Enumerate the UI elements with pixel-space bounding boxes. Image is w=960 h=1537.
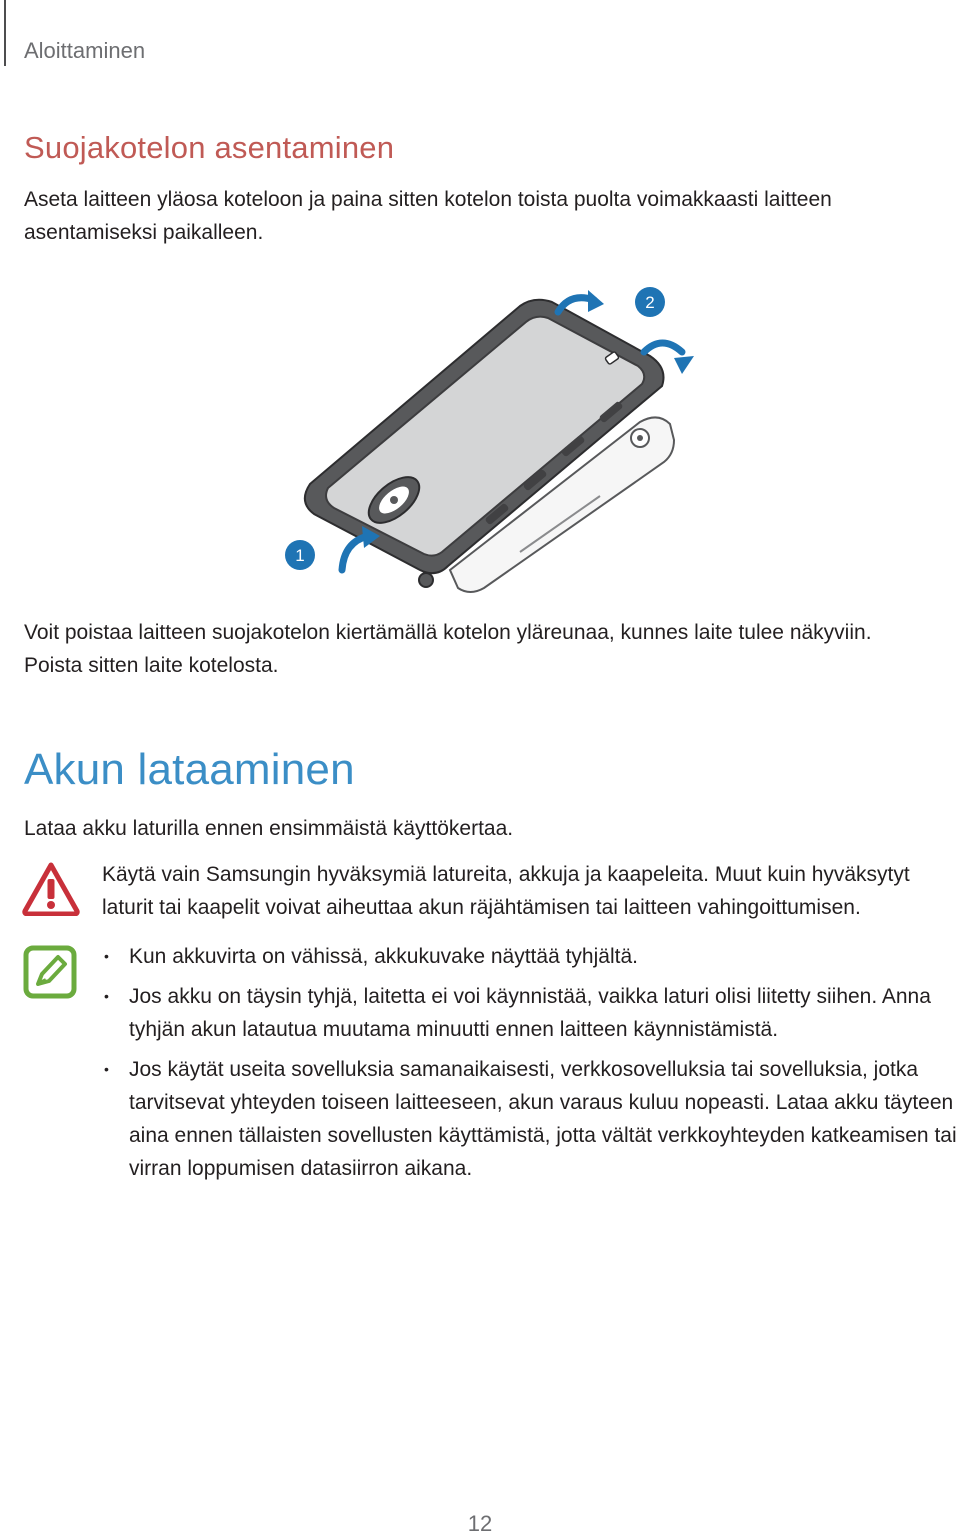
note-text: Jos akku on täysin tyhjä, laitetta ei voi käynnistää, vaikka laturi olisi liitetty siihen. Anna tyhjän akun latautua muutama minuutti ennen laitteen käynnistämistä. [129,985,931,1041]
battery-section-title: Akun lataaminen [24,745,355,794]
bullet-icon: • [104,948,109,964]
list-item [102,1053,960,1185]
bullet-icon: • [104,988,109,1004]
note-text: Jos käytät useita sovelluksia samanaikaisesti, verkkosovelluksia tai sovelluksia, jotka tarvitsevat yhteyden toiseen laitteeseen, akun varaus kuluu nopeasti. Lataa akku täyteen aina ennen tällaisten sovellusten käyttämistä, jotta vältät verkkoyhteyden katkeamisen tai virran loppumisen datasiirron aikana. [129,1058,957,1180]
step-1-label: 1 [295,546,305,565]
case-intro-text: Aseta laitteen yläosa koteloon ja paina sitten kotelon toista puolta voimakkaasti laitteen asentamiseksi paikalleen. [24,188,832,244]
step-2-label: 2 [645,293,655,312]
section-label: Aloittaminen [24,38,146,63]
bullet-icon: • [104,1061,109,1077]
header-rule [4,0,6,66]
case-section-title: Suojakotelon asentaminen [24,130,395,165]
list-item [102,940,960,973]
warning-text: Käytä vain Samsungin hyväksymiä latureita, akkuja ja kaapeleita. Muut kuin hyväksytyt laturit tai kaapelit voivat aiheuttaa akun räjähtämisen tai laitteen vahingoittumisen. [102,863,910,919]
step-1-marker [285,540,315,570]
list-item [102,980,960,1046]
warning-triangle-icon [22,862,80,916]
step-2-marker [635,287,665,317]
note-text: Kun akkuvirta on vähissä, akkukuvake näyttää tyhjältä. [129,945,638,968]
battery-intro-text: Lataa akku laturilla ennen ensimmäistä käyttökertaa. [24,817,514,840]
page-number: 12 [467,1511,493,1536]
battery-notes-list [102,940,960,1192]
note-pencil-icon [22,944,78,1000]
phone-case-illustration [270,270,710,600]
case-removal-text: Voit poistaa laitteen suojakotelon kiertämällä kotelon yläreunaa, kunnes laite tulee näkyviin. Poista sitten laite kotelosta. [24,621,872,677]
